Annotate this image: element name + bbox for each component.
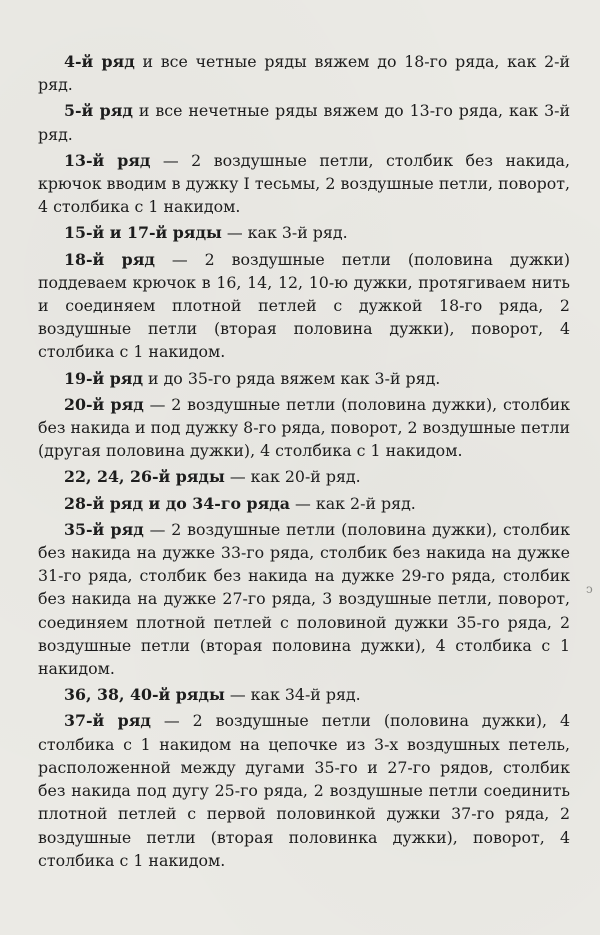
row-heading: 13-й ряд [64,150,151,170]
paragraph-row-37 [38,709,570,871]
row-heading: 20-й ряд [64,394,144,414]
row-heading: 18-й ряд [64,249,155,269]
paragraph-row-15-17 [38,221,570,244]
row-text: и до 35-го ряда вяжем как 3-й ряд. [143,368,441,388]
row-text: — 2 воздушные петли, столбик без накида, крючок вводим в дужку I тесьмы, 2 воздушные петли, поворот, 4 столбика с 1 накидом. [38,150,570,217]
row-text: — как 20-й ряд. [224,467,361,487]
row-heading: 37-й ряд [64,711,151,731]
row-text: — как 3-й ряд. [221,223,348,243]
paragraph-row-20 [38,393,570,463]
row-text: — 2 воздушные петли (половина дужки) поддеваем крючок в 16, 14, 12, 10-ю дужки, протягиваем нить и соединяем плотной петлей с дужкой 18-го ряда, 2 воздушные петли (вторая половина дужки), поворот, 4 столбика с 1 накидом. [38,249,570,362]
row-text: — 2 воздушные петли (половина дужки), 4 столбика с 1 накидом на цепочке из 3-х воздушных петель, расположенной между дугами 35-го и 27-го рядов, столбик без накида под дугу 25-го ряда, 2 воздушные петли соединить плотной петлей с первой половинкой дужки 37-го ряда, 2 воздушные петли (вторая половинка дужки), поворот, 4 столбика с 1 накидом. [38,711,570,870]
row-heading: 15-й и 17-й ряды [64,223,222,243]
row-heading: 4-й ряд [64,52,135,71]
row-heading: 28-й ряд и до 34-го ряда [64,493,291,513]
row-text: и все нечетные ряды вяжем до 13-го ряда, как 3-й ряд. [38,101,570,144]
row-text: — 2 воздушные петли (половина дужки), столбик без накида на дужке 33-го ряда, столбик без накида на дужке 31-го ряда, столбик без накида на дужке 29-го ряда, столбик без накида на дужке 27-го ряда, 3 воздушные петли, поворот, соединяем плотной петлей с половиной дужки 35-го ряда, 2 воздушные петли (вторая половина дужки), 4 столбика с 1 накидом. [38,519,571,679]
row-heading: 22, 24, 26-й ряды [64,467,225,487]
row-text: и все четные ряды вяжем до 18-го ряда, как 2-й ряд. [38,52,570,95]
crochet-instructions [38,50,570,875]
paragraph-row-13 [38,149,570,219]
row-heading: 35-й ряд [64,519,144,539]
page-edge-mark: ↄ [586,582,593,596]
paragraph-row-35 [38,518,570,680]
row-text: — 2 воздушные петли (половина дужки), столбик без накида и под дужку 8-го ряда, поворот, 2 воздушные петли (другая половина дужки), 4 столбика с 1 накидом. [38,394,571,461]
paragraph-row-28 [38,492,570,515]
paragraph-row-18 [38,248,570,364]
paragraph-row-19 [38,367,570,390]
row-heading: 5-й ряд [64,101,133,121]
row-text: — как 2-й ряд. [290,493,416,513]
paragraph-row-36-38-40 [38,683,570,706]
paragraph-row-5 [38,99,570,145]
row-text: — как 34-й ряд. [224,685,361,705]
row-heading: 19-й ряд [64,368,143,388]
row-heading: 36, 38, 40-й ряды [64,685,225,705]
paragraph-row-4 [38,50,570,96]
paragraph-row-22-24-26 [38,465,570,488]
